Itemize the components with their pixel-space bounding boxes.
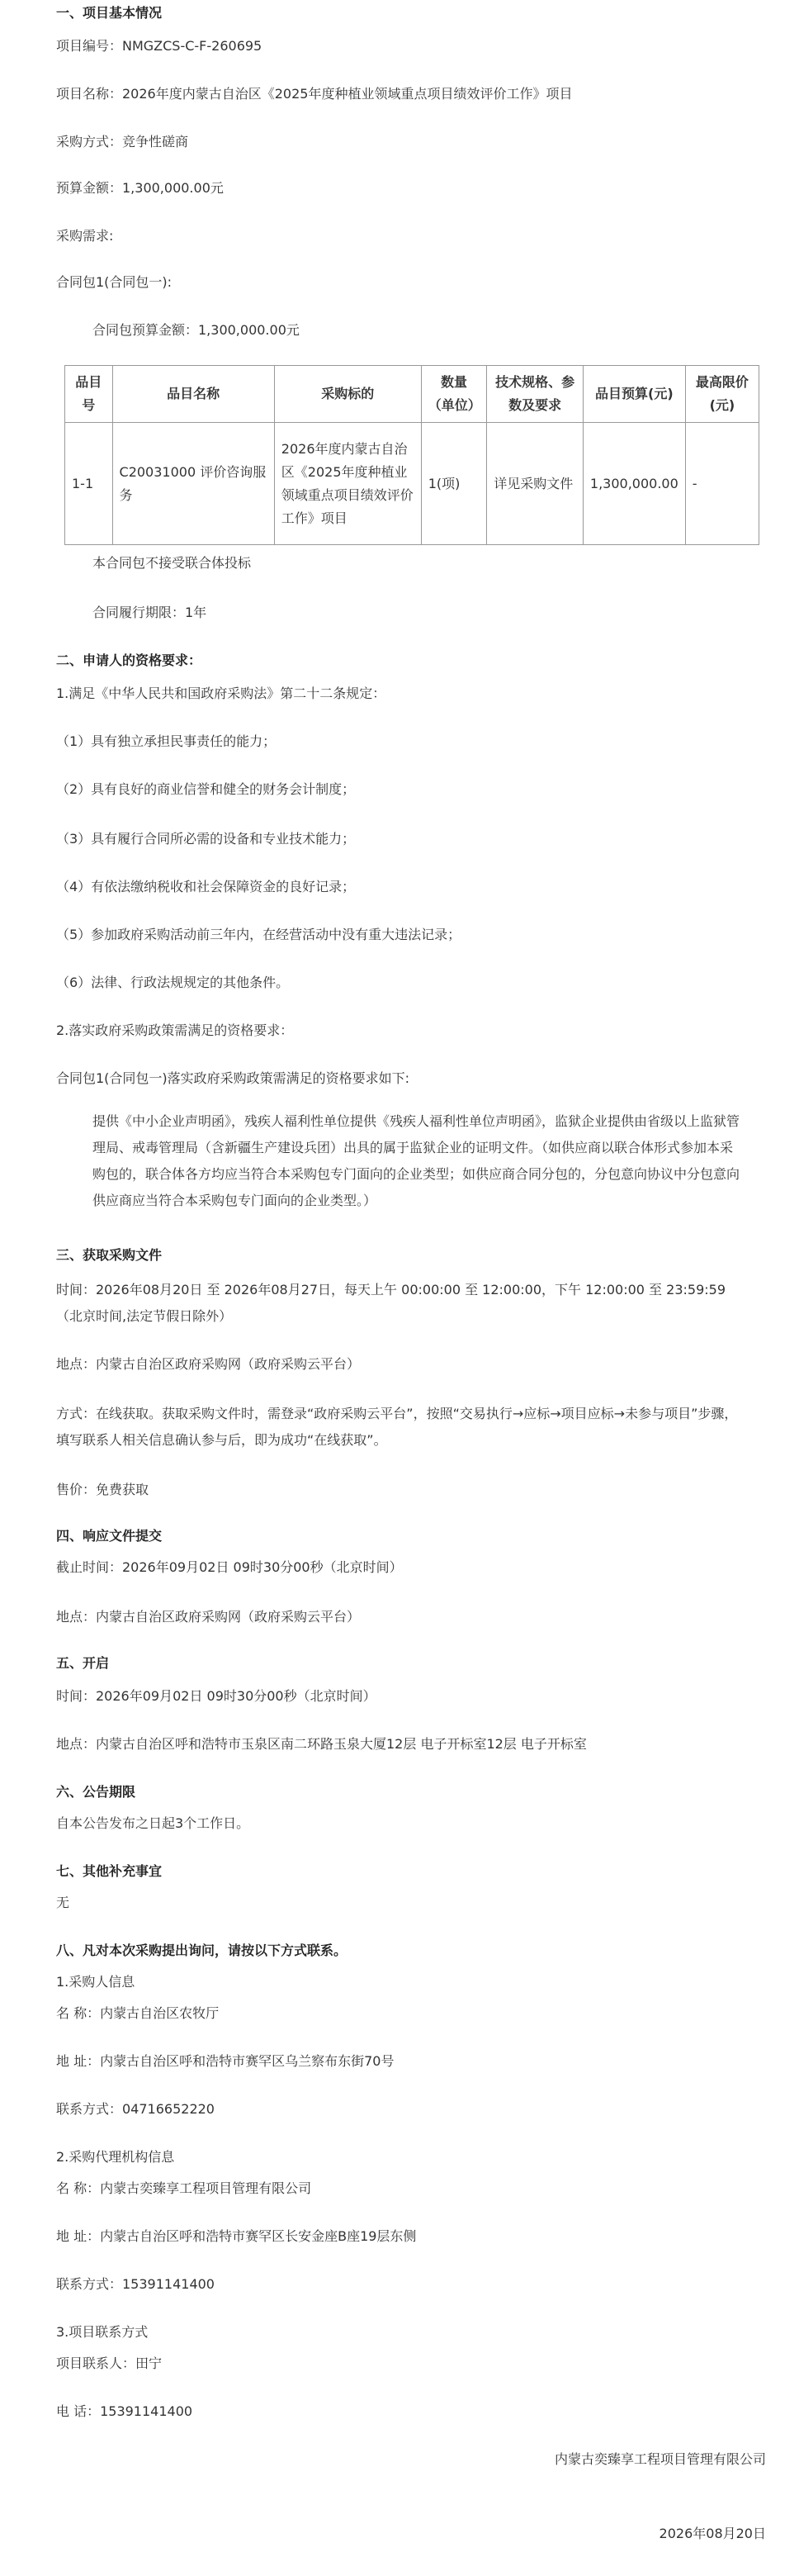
agent-contact: 联系方式：15391141400 [56,2276,215,2292]
acquire-method: 方式：在线获取。获取采购文件时，需登录“政府采购云平台”，按照“交易执行→应标→项目应标→未参与项目”步骤，填写联系人相关信息确认参与后，即为成功“在线获取”。 [56,1406,738,1448]
table-header-row [65,366,759,423]
buyer-address: 地 址：内蒙古自治区呼和浩特市赛罕区乌兰察布东街70号 [56,2053,395,2069]
cell-subject: 2026年度内蒙古自治区《2025年度种植业领域重点项目绩效评价工作》项目 [274,423,421,545]
procurement-demand: 采购需求: [56,228,114,244]
acquire-time: 时间：2026年08月20日 至 2026年08月27日，每天上午 00:00:00 至 12:00:00，下午 12:00:00 至 23:59:59（北京时间,法定节假日除外） [56,1282,726,1324]
notice-period: 自本公告发布之日起3个工作日。 [56,1815,250,1831]
section-7-title: 七、其他补充事宜 [56,1863,163,1879]
acquire-place: 地点：内蒙古自治区政府采购网（政府采购云平台） [56,1356,361,1372]
contact-person: 项目联系人：田宁 [56,2355,163,2371]
section-5-title: 五、开启 [56,1655,110,1671]
policy-requirements: 2.落实政府采购政策需满足的资格要求： [56,1022,294,1038]
section-3-title: 三、获取采购文件 [56,1247,163,1263]
section-8-title: 八、凡对本次采购提出询问，请按以下方式联系。 [56,1943,347,1958]
opening-time: 时间：2026年09月02日 09时30分00秒（北京时间） [56,1688,376,1704]
budget-amount: 预算金额：1,300,000.00元 [56,180,224,196]
header-quantity: 数量（单位） [421,366,487,423]
header-specs: 技术规格、参数及要求 [487,366,584,423]
cell-item-name: C20031000 评价咨询服务 [112,423,274,545]
procurement-method: 采购方式：竞争性磋商 [56,134,189,149]
footer-organization: 内蒙古奕臻享工程项目管理有限公司 [554,2451,766,2467]
header-item-name: 品目名称 [112,366,274,423]
acquire-price: 售价：免费获取 [56,1482,149,1497]
qualification-item: （5）参加政府采购活动前三年内，在经营活动中没有重大违法记录； [56,927,461,942]
cell-item-no: 1-1 [65,423,113,545]
buyer-contact: 联系方式：04716652220 [56,2101,215,2117]
section-2-title: 二、申请人的资格要求： [56,652,202,668]
qualification-intro: 1.满足《中华人民共和国政府采购法》第二十二条规定： [56,686,386,701]
project-number: 项目编号：NMGZCS-C-F-260695 [56,38,262,54]
table-row [65,423,759,545]
section-6-title: 六、公告期限 [56,1784,136,1800]
policy-package: 合同包1(合同包一)落实政府采购政策需满足的资格要求如下: [56,1070,410,1086]
submission-deadline: 截止时间：2026年09月02日 09时30分00秒（北京时间） [56,1559,403,1575]
other-matters: 无 [56,1895,70,1910]
section-4-title: 四、响应文件提交 [56,1528,163,1544]
agent-address: 地 址：内蒙古自治区呼和浩特市赛罕区长安金座B座19层东侧 [56,2228,417,2244]
qualification-item: （1）具有独立承担民事责任的能力； [56,733,277,749]
opening-place: 地点：内蒙古自治区呼和浩特市玉泉区南二环路玉泉大厦12层 电子开标室12层 电子开标室 [56,1736,587,1752]
cell-quantity: 1(项) [421,423,487,545]
footer-date: 2026年08月20日 [659,2526,766,2541]
contract-package: 合同包1(合同包一): [56,274,173,290]
buyer-heading: 1.采购人信息 [56,1974,135,1990]
qualification-item: （3）具有履行合同所必需的设备和专业技术能力； [56,831,356,847]
header-max-price: 最高限价(元) [685,366,759,423]
section-1-title: 一、项目基本情况 [56,5,163,21]
contact-heading: 3.项目联系方式 [56,2324,149,2340]
cell-max-price: - [685,423,759,545]
submission-place: 地点：内蒙古自治区政府采购网（政府采购云平台） [56,1609,361,1625]
agent-heading: 2.采购代理机构信息 [56,2149,175,2165]
agent-name: 名 称：内蒙古奕臻享工程项目管理有限公司 [56,2180,312,2196]
policy-detail: 提供《中小企业声明函》，残疾人福利性单位提供《残疾人福利性单位声明函》，监狱企业提供由省级以上监狱管理局、戒毒管理局（含新疆生产建设兵团）出具的属于监狱企业的证明文件。（如供应商以联合体形式参加本采购包的，联合体各方均应当符合本采购包专门面向的企业类型；如供应商合同分包的，分包意向协议中分包意向供应商应当符合本采购包专门面向的企业类型。） [92,1113,740,1208]
contact-phone: 电 话：15391141400 [56,2403,193,2419]
buyer-name: 名 称：内蒙古自治区农牧厅 [56,2005,220,2021]
cell-item-budget: 1,300,000.00 [583,423,685,545]
project-name: 项目名称：2026年度内蒙古自治区《2025年度种植业领域重点项目绩效评价工作》项目 [56,86,573,102]
package-budget: 合同包预算金额：1,300,000.00元 [92,322,300,338]
header-item-budget: 品目预算(元) [583,366,685,423]
items-table [64,365,759,545]
qualification-item: （2）具有良好的商业信誉和健全的财务会计制度； [56,781,356,797]
header-item-no: 品目号 [65,366,113,423]
header-subject: 采购标的 [274,366,421,423]
contract-period: 合同履行期限：1年 [92,605,207,620]
cell-specs: 详见采购文件 [487,423,584,545]
qualification-item: （4）有依法缴纳税收和社会保障资金的良好记录； [56,879,356,894]
no-consortium-note: 本合同包不接受联合体投标 [92,555,252,571]
qualification-item: （6）法律、行政法规规定的其他条件。 [56,975,290,990]
